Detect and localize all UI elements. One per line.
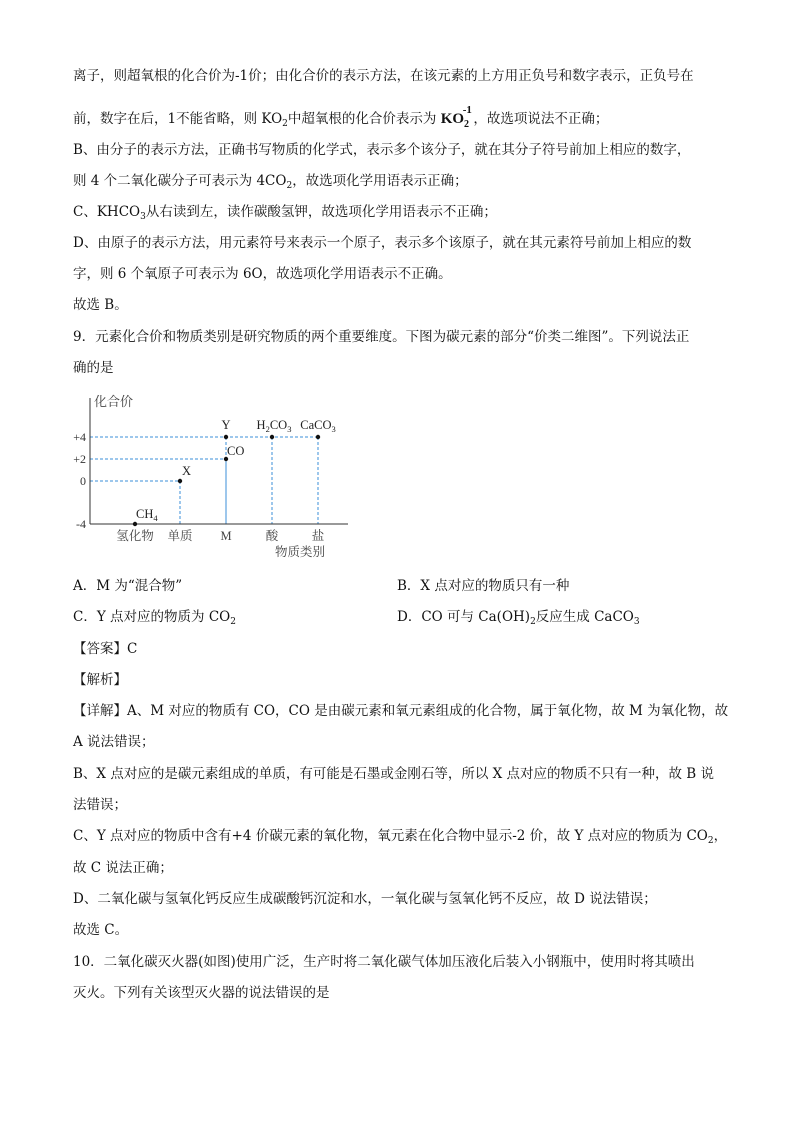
text-span: ，故选项说法不正确； <box>473 111 609 127</box>
data-point <box>316 435 320 439</box>
data-point <box>133 522 137 526</box>
y-tick-label: -4 <box>76 517 86 531</box>
subscript: 3 <box>140 212 146 222</box>
detail-line: 【详解】A、M 对应的物质有 CO，CO 是由碳元素和氧元素组成的化合物，属于氧化物，故 M 为氧化物，故 <box>73 703 729 719</box>
text-line: D、由原子的表示方法，用元素符号来表示一个原子，表示多个该原子，就在其元素符号前加上相应的数 <box>73 235 692 251</box>
detail-line: 故选 C。 <box>73 922 129 938</box>
x-tick-label: M <box>220 529 232 543</box>
option-d: D．CO 可与 $Ca(OH)_2$反应生成 CaCO$_3$ <box>397 609 640 627</box>
subscript: 2 <box>230 617 236 627</box>
detail-line: A 说法错误； <box>73 734 155 750</box>
text-line <box>73 104 609 135</box>
x-tick-label: 酸 <box>265 528 279 543</box>
text-span: 中超氧根的化合价表示为 <box>287 111 437 127</box>
x-tick-label: 氢化物 <box>116 528 154 543</box>
detail-line: C、Y 点对应的物质中含有+4 价碳元素的氧化物，氧元素在化合物中显示-2 价，故 Y 点对应的物质为 $CO_2$， <box>73 828 728 846</box>
point-label: CaCO$_3$ <box>300 418 336 434</box>
question-10-stem: 10．二氧化碳灭火器(如图)使用广泛，生产时将二氧化碳气体加压液化后装入小钢瓶中，使用时将其喷出 <box>73 954 695 970</box>
point-label: CO <box>227 444 245 458</box>
text-line: 故选 B。 <box>73 297 128 313</box>
y-tick-label: +4 <box>73 430 86 444</box>
detail-line: 故 C 说法正确； <box>73 860 173 876</box>
y-tick-label: 0 <box>80 474 86 488</box>
text-line: C、$KHCO_3$从右读到左，读作碳酸氢钾，故选项化学用语表示不正确； <box>73 204 497 222</box>
y-axis-label: 化合价 <box>94 395 134 410</box>
question-10-stem: 灭火。下列有关该型灭火器的说法错误的是 <box>73 985 330 1001</box>
valence-class-chart <box>68 388 358 566</box>
data-point <box>224 435 228 439</box>
superoxide-valence-formula: KO -1 $_2$ <box>440 104 472 130</box>
answer: 【答案】C <box>73 641 138 657</box>
data-point <box>178 479 182 483</box>
subscript: 2 <box>530 617 536 627</box>
option-a: A．M 为“混合物” <box>73 578 183 594</box>
y-tick-label: +2 <box>73 452 86 466</box>
x-tick-label: 单质 <box>167 528 193 543</box>
option-b: B．X 点对应的物质只有一种 <box>397 578 570 594</box>
point-label: Y <box>221 418 231 432</box>
subscript: 2 <box>707 836 714 846</box>
analysis-label: 【解析】 <box>73 672 127 688</box>
point-label: X <box>182 464 192 478</box>
x-tick-label: 盐 <box>311 528 325 543</box>
question-9-stem: 确的是 <box>73 360 114 376</box>
text-line: 则 4 个二氧化碳分子可表示为 $4CO_2$，故选项化学用语表示正确； <box>73 173 468 191</box>
x-axis-label: 物质类别 <box>274 544 326 559</box>
data-point <box>270 435 274 439</box>
detail-line: B、X 点对应的是碳元素组成的单质，有可能是石墨或金刚石等，所以 X 点对应的物质不只有一种，故 B 说 <box>73 766 715 782</box>
text-line: B、由分子的表示方法，正确书写物质的化学式，表示多个该分子，就在其分子符号前加上相应的数字， <box>73 142 691 158</box>
subscript: 3 <box>633 617 640 627</box>
detail-line: 法错误； <box>73 797 127 813</box>
text-line: 离子，则超氧根的化合价为-1价；由化合价的表示方法，在该元素的上方用正负号和数字表示，正负号在 <box>73 68 694 84</box>
question-9-stem: 9．元素化合价和物质类别是研究物质的两个重要维度。下图为碳元素的部分“价类二维图”。下列说法正 <box>73 329 690 345</box>
text-span: 前，数字在后，1不能省略，则 KO <box>73 111 283 127</box>
option-c: C．Y 点对应的物质为 $CO_2$ <box>73 609 236 627</box>
subscript: 2 <box>282 119 288 129</box>
text-line: 字，则 6 个氧原子可表示为 6O，故选项化学用语表示不正确。 <box>73 266 452 282</box>
subscript: 2 <box>286 181 293 191</box>
point-label: $H_2CO_3$ <box>256 418 292 434</box>
point-label: $CH_4$ <box>136 507 158 523</box>
detail-line: D、二氧化碳与氢氧化钙反应生成碳酸钙沉淀和水，一氧化碳与氢氧化钙不反应，故 D 说法错误； <box>73 891 657 907</box>
